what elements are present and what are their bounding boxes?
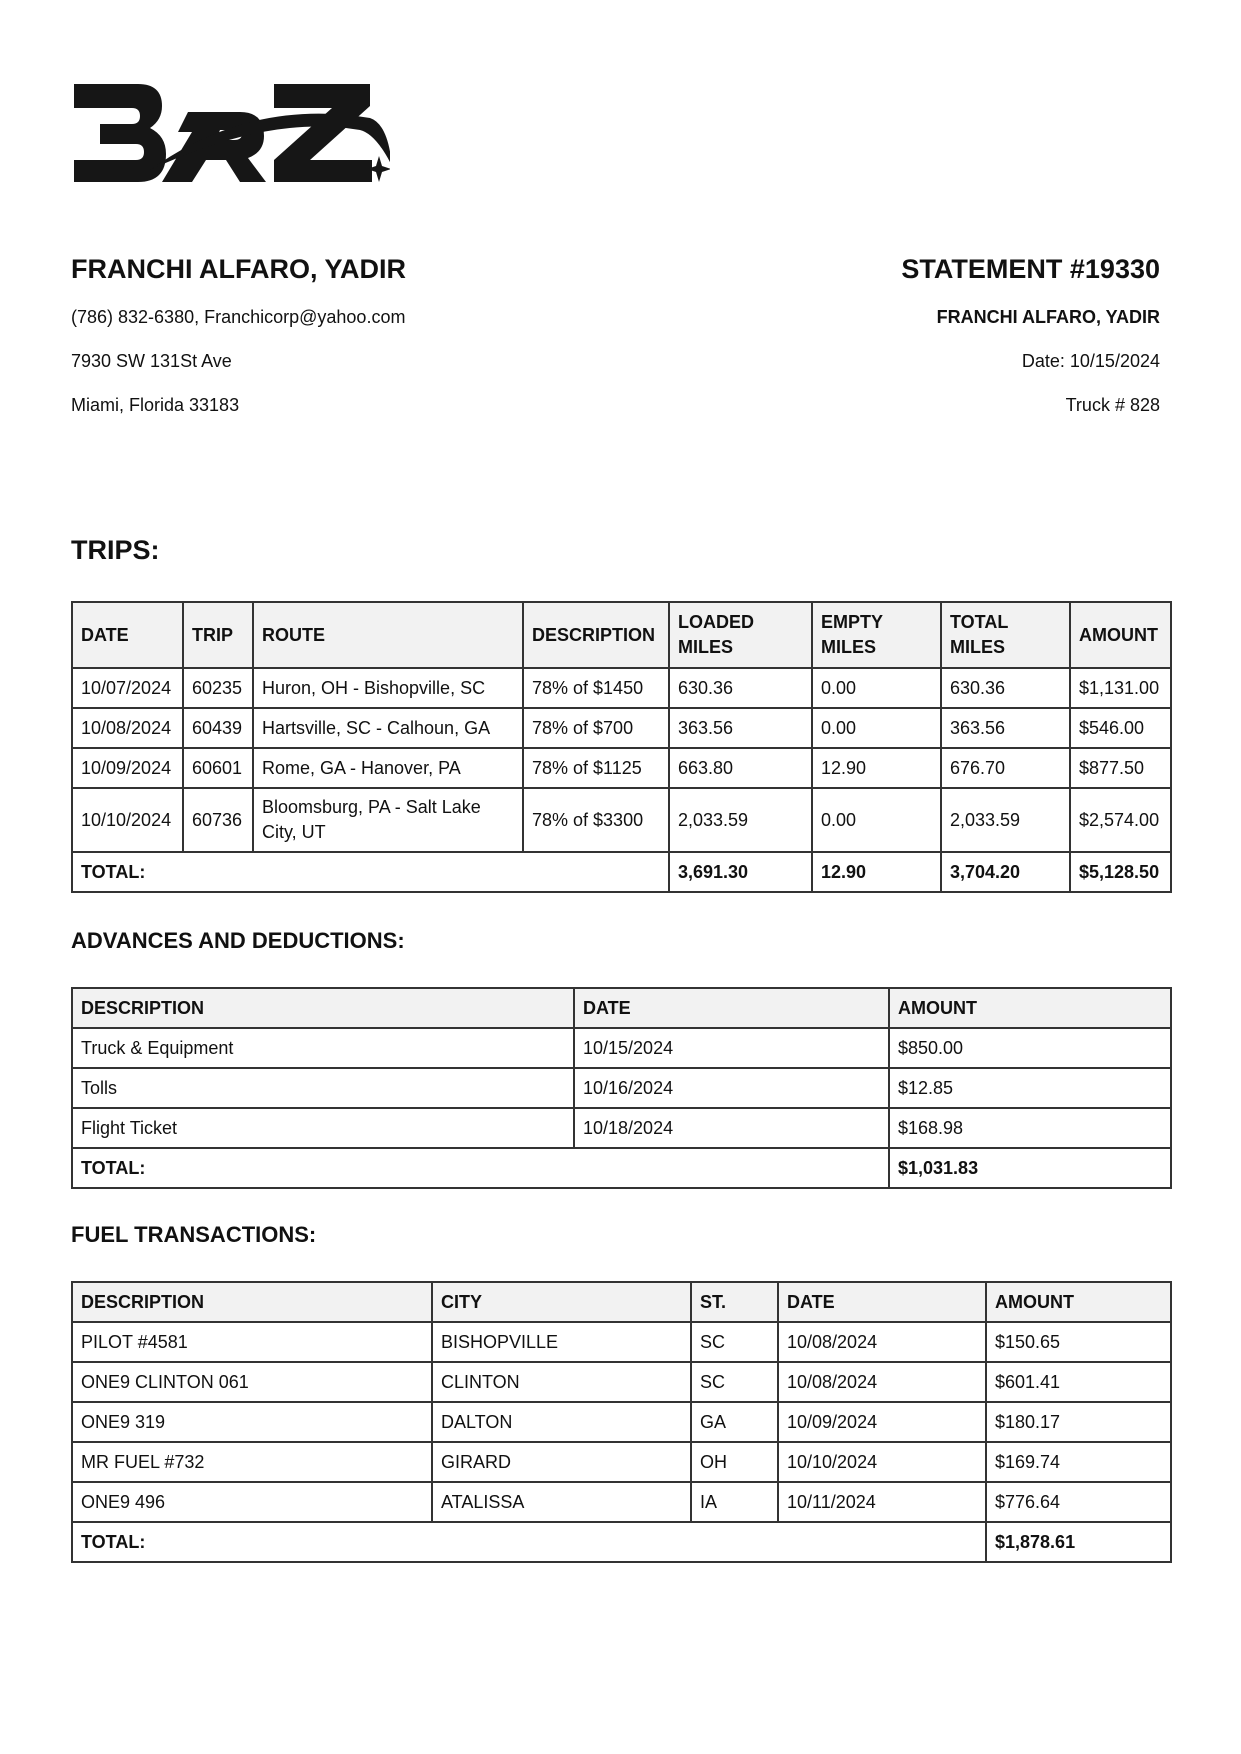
table-row [72,1442,1171,1482]
table-cell: Hartsville, SC - Calhoun, GA [253,708,523,748]
total-label: TOTAL: [72,852,669,892]
table-cell: 630.36 [941,668,1070,708]
col-header: AMOUNT [1070,602,1171,668]
fuel-heading: FUEL TRANSACTIONS: [71,1222,317,1247]
table-cell: ONE9 496 [72,1482,432,1522]
total-amount: $1,878.61 [986,1522,1171,1562]
col-header: ST. [691,1282,778,1322]
total-loaded-miles: 3,691.30 [669,852,812,892]
table-header-row [72,602,1171,668]
table-cell: 78% of $1450 [523,668,669,708]
total-label: TOTAL: [72,1148,889,1188]
table-cell: 10/15/2024 [574,1028,889,1068]
table-cell: $2,574.00 [1070,788,1171,852]
col-header: LOADED MILES [669,602,812,668]
table-cell: 10/10/2024 [778,1442,986,1482]
table-cell: CLINTON [432,1362,691,1402]
table-cell: 10/09/2024 [778,1402,986,1442]
table-cell: GA [691,1402,778,1442]
table-cell: 78% of $1125 [523,748,669,788]
table-cell: $546.00 [1070,708,1171,748]
table-cell: Bloomsburg, PA - Salt Lake City, UT [253,788,523,852]
total-row [72,1522,1171,1562]
col-header: ROUTE [253,602,523,668]
col-header: AMOUNT [889,988,1171,1028]
table-header-row [72,1282,1171,1322]
table-cell: 10/07/2024 [72,668,183,708]
statement-name: FRANCHI ALFARO, YADIR [936,307,1160,327]
statement-truck: Truck # 828 [1065,395,1160,415]
statement-title: STATEMENT #19330 [901,254,1160,284]
col-header: EMPTY MILES [812,602,941,668]
total-amount: $1,031.83 [889,1148,1171,1188]
table-row [72,1362,1171,1402]
table-cell: $601.41 [986,1362,1171,1402]
table-row [72,1068,1171,1108]
total-row [72,1148,1171,1188]
table-row [72,1482,1171,1522]
driver-name: FRANCHI ALFARO, YADIR [71,254,407,284]
total-total-miles: 3,704.20 [941,852,1070,892]
table-cell: 663.80 [669,748,812,788]
table-cell: 78% of $3300 [523,788,669,852]
total-label: TOTAL: [72,1522,986,1562]
table-cell: 10/08/2024 [778,1362,986,1402]
table-cell: 12.90 [812,748,941,788]
table-row [72,748,1171,788]
table-cell: Truck & Equipment [72,1028,574,1068]
table-cell: 60439 [183,708,253,748]
table-cell: 0.00 [812,668,941,708]
total-row [72,852,1171,892]
col-header: DESCRIPTION [72,988,574,1028]
fuel-table [71,1281,1172,1563]
table-cell: DALTON [432,1402,691,1442]
table-cell: 78% of $700 [523,708,669,748]
table-cell: ONE9 CLINTON 061 [72,1362,432,1402]
total-empty-miles: 12.90 [812,852,941,892]
statement-info [560,252,1160,416]
driver-address-line2: Miami, Florida 33183 [71,395,240,415]
table-cell: 10/09/2024 [72,748,183,788]
table-header-row [72,988,1171,1028]
table-cell: 2,033.59 [669,788,812,852]
table-cell: 10/11/2024 [778,1482,986,1522]
advances-table [71,987,1172,1189]
table-cell: 10/08/2024 [778,1322,986,1362]
table-cell: 60736 [183,788,253,852]
company-logo [70,78,390,193]
table-cell: $169.74 [986,1442,1171,1482]
table-cell: 0.00 [812,788,941,852]
table-row [72,788,1171,852]
table-cell: OH [691,1442,778,1482]
table-row [72,1402,1171,1442]
col-header: DATE [72,602,183,668]
col-header: TRIP [183,602,253,668]
table-cell: IA [691,1482,778,1522]
table-cell: 10/16/2024 [574,1068,889,1108]
col-header: AMOUNT [986,1282,1171,1322]
table-cell: 10/10/2024 [72,788,183,852]
table-row [72,1322,1171,1362]
table-cell: 10/18/2024 [574,1108,889,1148]
table-cell: 60235 [183,668,253,708]
table-row [72,1108,1171,1148]
driver-address-line1: 7930 SW 131St Ave [71,351,232,371]
table-cell: $12.85 [889,1068,1171,1108]
table-cell: 363.56 [669,708,812,748]
trips-heading: TRIPS: [71,535,160,565]
table-cell: 630.36 [669,668,812,708]
col-header: CITY [432,1282,691,1322]
table-cell: BISHOPVILLE [432,1322,691,1362]
table-cell: $150.65 [986,1322,1171,1362]
table-cell: Tolls [72,1068,574,1108]
table-cell: $850.00 [889,1028,1171,1068]
table-cell: 10/08/2024 [72,708,183,748]
table-cell: SC [691,1322,778,1362]
col-header: TOTAL MILES [941,602,1070,668]
col-header: DATE [778,1282,986,1322]
table-cell: $180.17 [986,1402,1171,1442]
total-amount: $5,128.50 [1070,852,1171,892]
col-header: DATE [574,988,889,1028]
table-cell: SC [691,1362,778,1402]
table-row [72,708,1171,748]
table-cell: 2,033.59 [941,788,1070,852]
table-cell: ATALISSA [432,1482,691,1522]
table-cell: $776.64 [986,1482,1171,1522]
table-cell: $1,131.00 [1070,668,1171,708]
table-cell: Flight Ticket [72,1108,574,1148]
col-header: DESCRIPTION [523,602,669,668]
table-cell: Huron, OH - Bishopville, SC [253,668,523,708]
table-cell: Rome, GA - Hanover, PA [253,748,523,788]
table-cell: $168.98 [889,1108,1171,1148]
col-header: DESCRIPTION [72,1282,432,1322]
table-cell: GIRARD [432,1442,691,1482]
table-cell: 676.70 [941,748,1070,788]
table-cell: $877.50 [1070,748,1171,788]
table-row [72,668,1171,708]
table-cell: 363.56 [941,708,1070,748]
table-row [72,1028,1171,1068]
table-cell: ONE9 319 [72,1402,432,1442]
table-cell: PILOT #4581 [72,1322,432,1362]
table-cell: MR FUEL #732 [72,1442,432,1482]
table-cell: 60601 [183,748,253,788]
driver-contact: (786) 832-6380, Franchicorp@yahoo.com [71,307,406,327]
advances-heading: ADVANCES AND DEDUCTIONS: [71,928,405,953]
trips-table [71,601,1172,893]
statement-date: Date: 10/15/2024 [1021,351,1160,371]
table-cell: 0.00 [812,708,941,748]
